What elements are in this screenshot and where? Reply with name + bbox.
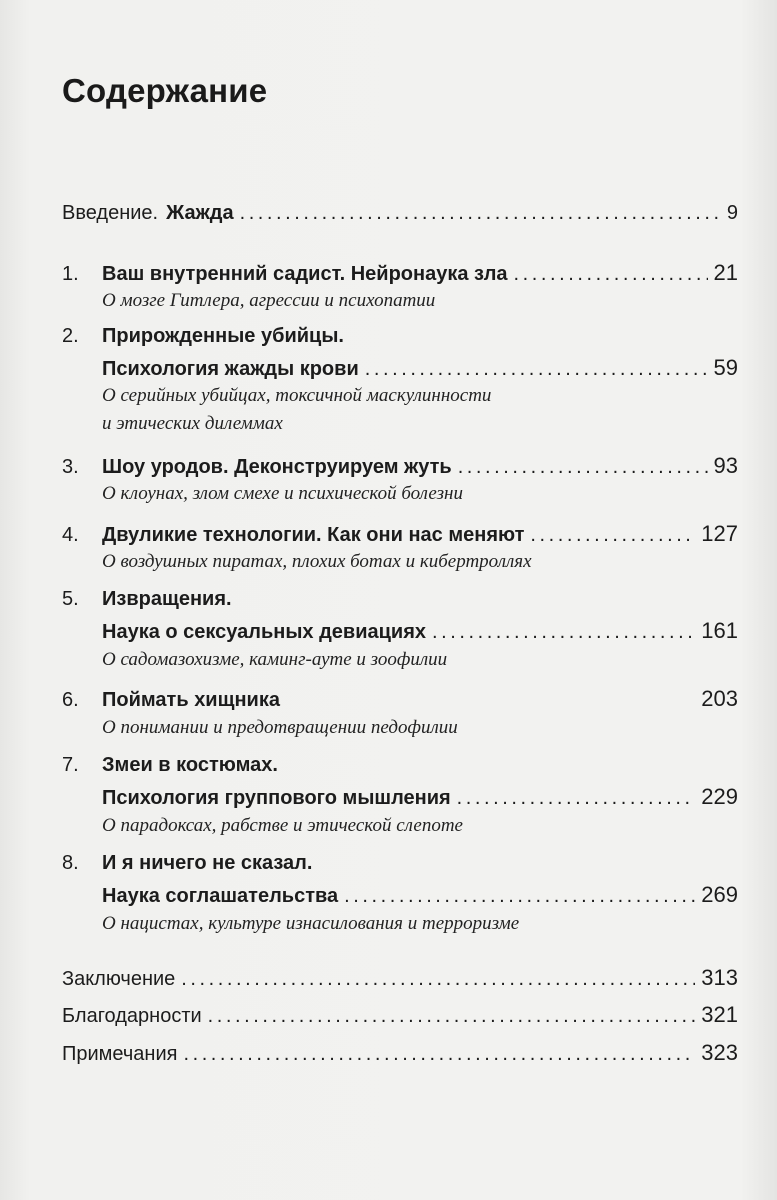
chapter-title: И я ничего не сказал. bbox=[102, 852, 313, 874]
page-number: 321 bbox=[701, 1002, 738, 1027]
dot-leader bbox=[457, 787, 696, 810]
dot-leader bbox=[458, 456, 708, 479]
chapter-number: 2. bbox=[62, 325, 79, 347]
page-number: 127 bbox=[701, 521, 738, 546]
dot-leader bbox=[240, 202, 721, 225]
toc-entry-chapter-8-line-2 bbox=[102, 882, 738, 908]
dot-leader bbox=[432, 621, 695, 644]
chapter-title-continued: Психология группового мышления bbox=[102, 787, 451, 809]
page-number: 21 bbox=[713, 260, 738, 285]
toc-entry-chapter-2-line-2 bbox=[102, 355, 738, 381]
chapter-subtitle: О мозге Гитлера, агрессии и психопатии bbox=[102, 290, 436, 311]
page-number: 229 bbox=[701, 784, 738, 809]
chapter-subtitle: О понимании и предотвращении педофилии bbox=[102, 717, 458, 738]
dot-leader bbox=[181, 968, 695, 991]
chapter-subtitle-continued: и этических дилеммах bbox=[102, 413, 283, 434]
toc-entry-intro bbox=[62, 202, 738, 225]
toc-entry-chapter-3 bbox=[62, 453, 738, 479]
chapter-title: Поймать хищника bbox=[102, 689, 280, 711]
page-number: 161 bbox=[701, 618, 738, 643]
page-number: 93 bbox=[713, 453, 738, 478]
chapter-number: 5. bbox=[62, 588, 79, 610]
dot-leader bbox=[208, 1005, 696, 1028]
chapter-title-continued: Наука соглашательства bbox=[102, 885, 339, 907]
chapter-subtitle: О серийных убийцах, токсичной маскулинности bbox=[102, 385, 492, 406]
toc-entry-chapter-6 bbox=[62, 686, 738, 712]
chapter-number: 3. bbox=[62, 456, 79, 478]
dot-leader bbox=[344, 885, 695, 908]
intro-label: Введение. bbox=[62, 202, 159, 224]
chapter-title-continued: Психология жажды крови bbox=[102, 358, 359, 380]
page-number: 203 bbox=[701, 686, 738, 711]
toc-entry-acknowledgements bbox=[62, 1002, 738, 1028]
page-number: 269 bbox=[701, 882, 738, 907]
toc-entry-notes bbox=[62, 1040, 738, 1066]
intro-title: Жажда bbox=[166, 202, 234, 224]
toc-entry-chapter-5-line-2 bbox=[102, 618, 738, 644]
page-number: 323 bbox=[701, 1040, 738, 1065]
chapter-number: 4. bbox=[62, 524, 79, 546]
entry-label: Благодарности bbox=[62, 1005, 202, 1027]
chapter-number: 1. bbox=[62, 263, 79, 285]
chapter-number: 8. bbox=[62, 852, 79, 874]
chapter-title: Ваш внутренний садист. Нейронаука зла bbox=[102, 263, 508, 285]
entry-label: Заключение bbox=[62, 968, 176, 990]
entry-label: Примечания bbox=[62, 1043, 178, 1065]
page-title: Содержание bbox=[62, 72, 268, 109]
chapter-subtitle: О нацистах, культуре изнасилования и терроризме bbox=[102, 913, 520, 934]
toc-entry-chapter-1 bbox=[62, 260, 738, 286]
toc-entry-chapter-4 bbox=[62, 521, 738, 547]
chapter-number: 6. bbox=[62, 689, 79, 711]
dot-leader bbox=[514, 263, 708, 286]
dot-leader bbox=[530, 524, 695, 547]
chapter-title: Двуликие технологии. Как они нас меняют bbox=[102, 524, 525, 546]
chapter-subtitle: О садомазохизме, каминг-ауте и зоофилии bbox=[102, 649, 448, 670]
page-number: 59 bbox=[713, 355, 738, 380]
chapter-title: Извращения. bbox=[102, 588, 232, 610]
chapter-title: Прирожденные убийцы. bbox=[102, 325, 344, 347]
toc-entry-conclusion bbox=[62, 965, 738, 991]
chapter-subtitle: О воздушных пиратах, плохих ботах и кибертроллях bbox=[102, 551, 532, 572]
chapter-subtitle: О клоунах, злом смехе и психической болезни bbox=[102, 483, 463, 504]
chapter-title-continued: Наука о сексуальных девиациях bbox=[102, 621, 427, 643]
toc-entry-chapter-7 bbox=[62, 754, 738, 777]
toc-entry-chapter-5 bbox=[62, 588, 738, 611]
dot-leader bbox=[365, 358, 708, 381]
toc-entry-chapter-2 bbox=[62, 325, 738, 348]
page-number: 313 bbox=[701, 965, 738, 990]
page-number: 9 bbox=[726, 202, 738, 224]
dot-leader bbox=[183, 1043, 695, 1066]
toc-entry-chapter-8 bbox=[62, 852, 738, 875]
chapter-number: 7. bbox=[62, 754, 79, 776]
chapter-title: Шоу уродов. Деконструируем жуть bbox=[102, 456, 452, 478]
chapter-title: Змеи в костюмах. bbox=[102, 754, 278, 776]
chapter-subtitle: О парадоксах, рабстве и этической слепоте bbox=[102, 815, 463, 836]
toc-entry-chapter-7-line-2 bbox=[102, 784, 738, 810]
